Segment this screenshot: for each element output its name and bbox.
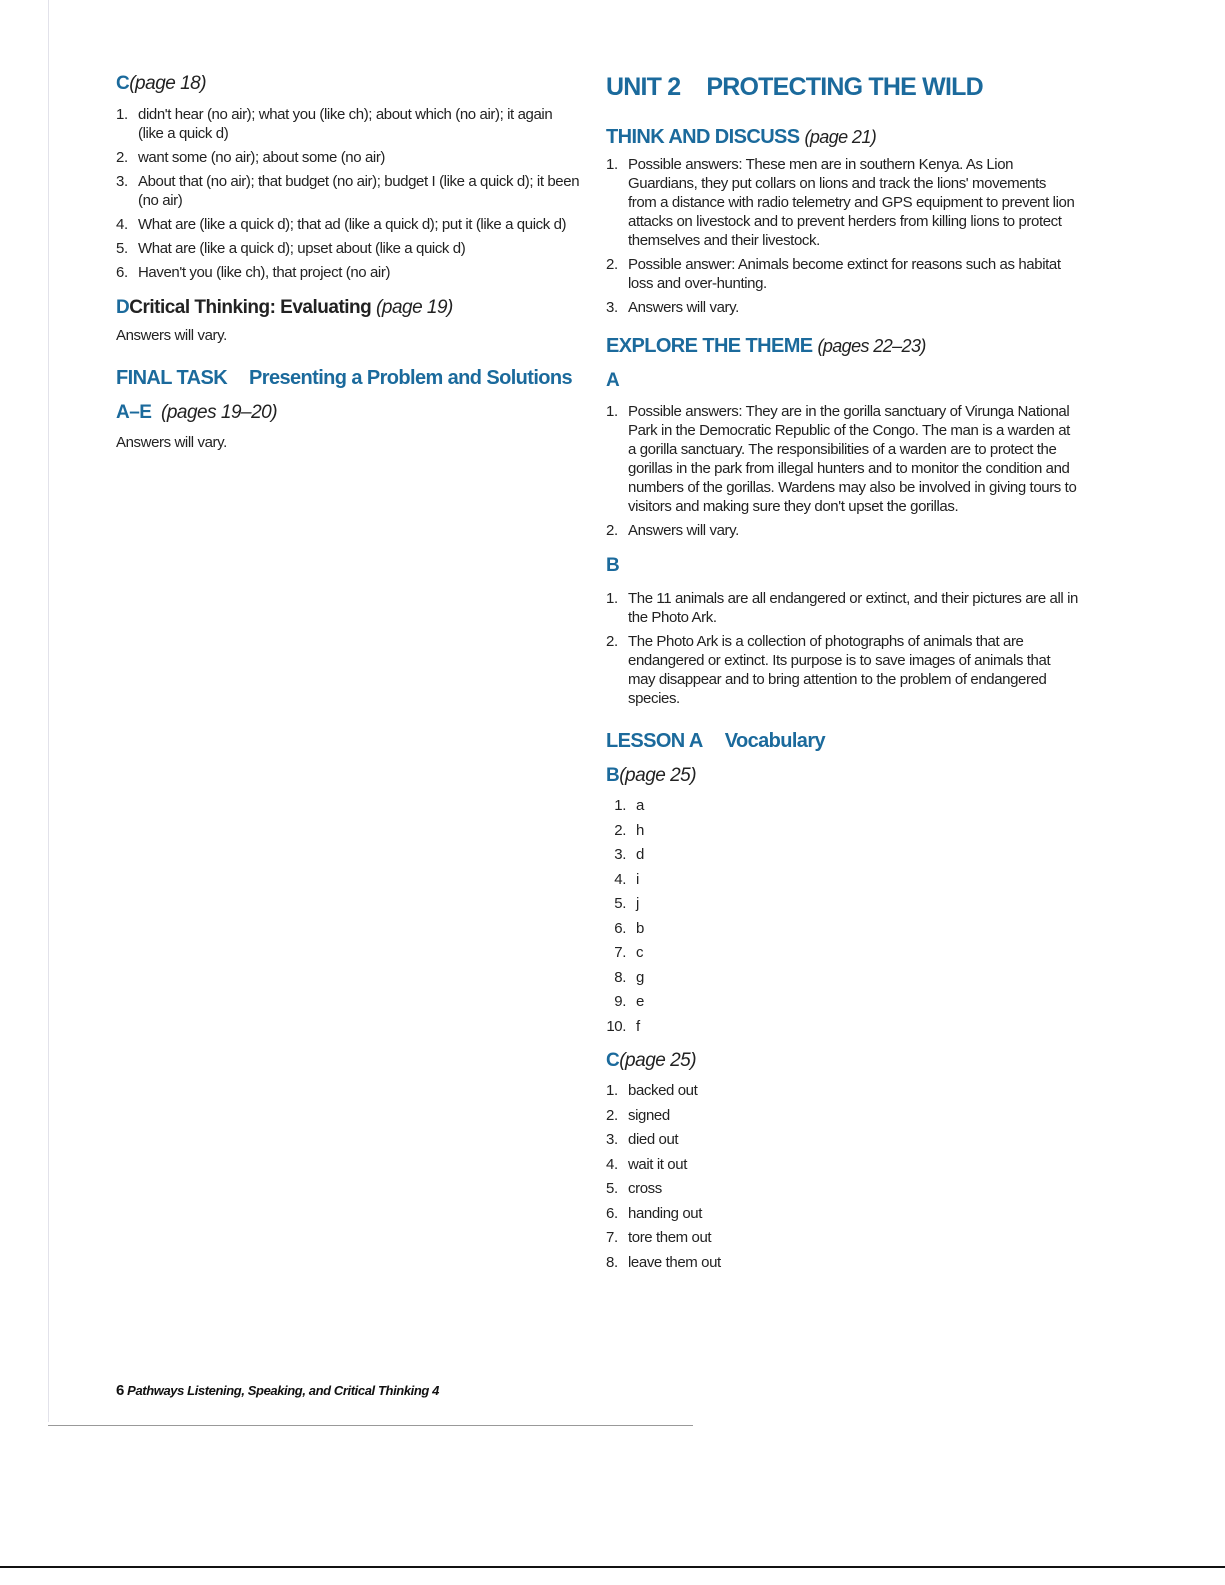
item-number: 9. bbox=[614, 993, 626, 1010]
list-item bbox=[606, 990, 1078, 1015]
section-letter: A bbox=[606, 370, 620, 391]
final-task-label: FINAL TASK bbox=[116, 367, 228, 389]
section-letter: C bbox=[606, 1050, 620, 1071]
item-number: 5. bbox=[116, 240, 128, 257]
item-text: wait it out bbox=[628, 1155, 687, 1173]
item-number: 3. bbox=[614, 846, 626, 863]
unit-number: UNIT 2 bbox=[606, 73, 681, 101]
page-ref: (page 25) bbox=[619, 1050, 697, 1071]
item-number: 4. bbox=[606, 1155, 618, 1173]
unit-heading bbox=[606, 72, 1078, 102]
item-number: 2. bbox=[606, 522, 618, 539]
item-number: 5. bbox=[606, 1180, 618, 1197]
vocab-b-heading bbox=[606, 764, 1078, 788]
viewer-bottom-border bbox=[0, 1566, 1225, 1568]
item-text: d bbox=[636, 846, 644, 863]
page-ref: (page 25) bbox=[619, 765, 697, 786]
lesson-a-heading bbox=[606, 728, 1078, 754]
item-number: 4. bbox=[614, 870, 626, 888]
item-text: Answers will vary. bbox=[628, 299, 739, 316]
item-number: 2. bbox=[606, 1106, 618, 1124]
item-number: 1. bbox=[606, 403, 618, 420]
list-item bbox=[606, 155, 1078, 250]
list-item bbox=[606, 1128, 1078, 1153]
page-ref: (page 21) bbox=[804, 127, 877, 147]
page-ref: (pages 19–20) bbox=[161, 402, 278, 423]
item-text: What are (like a quick d); that ad (like a quick d); put it (like a quick d) bbox=[138, 216, 567, 233]
item-number: 1. bbox=[606, 590, 618, 607]
item-number: 1. bbox=[116, 106, 128, 123]
list-item bbox=[116, 105, 581, 143]
item-text: g bbox=[636, 968, 644, 986]
item-text: backed out bbox=[628, 1082, 698, 1099]
page-bottom-edge bbox=[48, 1425, 693, 1426]
section-d-heading bbox=[116, 296, 581, 320]
list-item bbox=[606, 402, 1078, 516]
item-text: handing out bbox=[628, 1204, 703, 1222]
list-item bbox=[606, 1015, 1078, 1040]
final-task-title: Presenting a Problem and Solutions bbox=[249, 367, 573, 389]
item-number: 8. bbox=[606, 1253, 618, 1271]
item-number: 6. bbox=[614, 919, 626, 937]
item-number: 2. bbox=[116, 149, 128, 166]
list-item bbox=[606, 966, 1078, 991]
item-text: Answers will vary. bbox=[628, 522, 739, 539]
item-number: 8. bbox=[614, 968, 626, 986]
section-letter: C bbox=[116, 73, 130, 94]
list-item bbox=[606, 843, 1078, 868]
list-item bbox=[606, 917, 1078, 942]
page-footer bbox=[116, 1382, 439, 1399]
item-text: signed bbox=[628, 1106, 670, 1124]
answer-text: Answers will vary. bbox=[116, 434, 227, 451]
item-number: 5. bbox=[614, 895, 626, 912]
page-left-edge bbox=[48, 0, 49, 1422]
list-item bbox=[606, 941, 1078, 966]
vocab-b-list bbox=[606, 794, 1078, 1039]
right-column bbox=[606, 72, 1078, 1275]
list-item bbox=[606, 589, 1078, 627]
item-text: c bbox=[636, 944, 644, 961]
section-title: Critical Thinking: Evaluating bbox=[129, 297, 372, 318]
item-text: h bbox=[636, 821, 644, 839]
think-discuss-heading bbox=[606, 124, 1078, 150]
item-text: About that (no air); that budget (no air); budget I (like a quick d); it been (no air) bbox=[138, 173, 580, 209]
item-text: e bbox=[636, 993, 644, 1010]
item-number: 1. bbox=[606, 1082, 618, 1099]
think-discuss-list bbox=[606, 150, 1078, 317]
section-c-list bbox=[116, 100, 581, 282]
item-text: Haven't you (like ch), that project (no air) bbox=[138, 264, 391, 281]
page-ref: (page 18) bbox=[129, 73, 207, 94]
list-item bbox=[606, 1079, 1078, 1104]
section-letter: D bbox=[116, 297, 130, 318]
list-item bbox=[606, 521, 1078, 540]
lesson-label: LESSON A bbox=[606, 730, 703, 752]
list-item bbox=[606, 868, 1078, 893]
item-number: 2. bbox=[606, 633, 618, 650]
item-number: 2. bbox=[606, 256, 618, 273]
list-item bbox=[606, 1251, 1078, 1276]
section-letter: B bbox=[606, 555, 620, 576]
item-number: 6. bbox=[116, 264, 128, 281]
page-ref: (page 19) bbox=[376, 297, 453, 318]
item-number: 3. bbox=[606, 1131, 618, 1148]
explore-theme-heading bbox=[606, 333, 1078, 359]
list-item bbox=[606, 298, 1078, 317]
item-number: 10. bbox=[606, 1017, 626, 1035]
book-title: Pathways Listening, Speaking, and Critical Thinking 4 bbox=[127, 1383, 439, 1398]
page-ref: (pages 22–23) bbox=[817, 336, 926, 356]
item-text: leave them out bbox=[628, 1253, 721, 1271]
section-title: THINK AND DISCUSS bbox=[606, 126, 800, 148]
item-text: What are (like a quick d); upset about (like a quick d) bbox=[138, 240, 466, 257]
page-number: 6 bbox=[116, 1382, 124, 1399]
item-text: a bbox=[636, 797, 644, 814]
list-item bbox=[606, 1226, 1078, 1251]
item-text: Possible answers: These men are in southern Kenya. As Lion Guardians, they put collars on lions and track the lions' movements from a distance with radio telemetry and GPS equipment to prevent lion attacks on livestock and to prevent herders from killing lions to protect themselves and their livestock. bbox=[628, 156, 1075, 249]
item-text: died out bbox=[628, 1131, 679, 1148]
list-item bbox=[116, 215, 581, 234]
unit-name: PROTECTING THE WILD bbox=[706, 73, 983, 101]
item-text: f bbox=[636, 1017, 640, 1035]
list-item bbox=[606, 1153, 1078, 1178]
vocab-c-heading bbox=[606, 1049, 1078, 1073]
list-item bbox=[116, 263, 581, 282]
explore-a-list bbox=[606, 397, 1078, 540]
item-number: 3. bbox=[116, 173, 128, 190]
section-c-heading bbox=[116, 72, 581, 96]
item-text: Possible answer: Animals become extinct for reasons such as habitat loss and over-hunting. bbox=[628, 256, 1061, 292]
item-text: Possible answers: They are in the gorilla sanctuary of Virunga National Park in the Democratic Republic of the Congo. The man is a warden at a gorilla sanctuary. The responsibilities of a warden are to protect the gorillas in the park from illegal hunters and to monitor the condition and numbers of the gorillas. Wardens may also be involved in giving tours to visitors and making sure they don't upset the gorillas. bbox=[628, 403, 1077, 515]
list-item bbox=[606, 1104, 1078, 1129]
item-number: 7. bbox=[614, 944, 626, 961]
list-item bbox=[606, 1177, 1078, 1202]
section-letter: A–E bbox=[116, 402, 152, 423]
vocab-c-list bbox=[606, 1079, 1078, 1275]
item-number: 2. bbox=[614, 821, 626, 839]
item-text: cross bbox=[628, 1180, 662, 1197]
item-text: didn't hear (no air); what you (like ch); about which (no air); it again (like a quick d) bbox=[138, 106, 553, 142]
list-item bbox=[116, 148, 581, 167]
item-number: 4. bbox=[116, 216, 128, 233]
item-text: j bbox=[636, 895, 639, 912]
final-task-heading bbox=[116, 365, 581, 391]
item-number: 1. bbox=[606, 156, 618, 173]
item-number: 3. bbox=[606, 299, 618, 316]
list-item bbox=[606, 1202, 1078, 1227]
item-text: tore them out bbox=[628, 1229, 712, 1246]
item-number: 7. bbox=[606, 1229, 618, 1246]
section-title: EXPLORE THE THEME bbox=[606, 335, 813, 357]
list-item bbox=[116, 172, 581, 210]
item-text: b bbox=[636, 919, 644, 937]
list-item bbox=[606, 255, 1078, 293]
final-task-sub-heading bbox=[116, 401, 581, 425]
list-item bbox=[606, 892, 1078, 917]
item-number: 1. bbox=[614, 797, 626, 814]
lesson-title: Vocabulary bbox=[724, 730, 826, 752]
answer-text: Answers will vary. bbox=[116, 327, 227, 344]
item-text: i bbox=[636, 870, 639, 888]
item-text: The 11 animals are all endangered or extinct, and their pictures are all in the Photo Ark. bbox=[628, 590, 1078, 626]
list-item bbox=[606, 632, 1078, 708]
left-column bbox=[116, 72, 581, 452]
item-text: want some (no air); about some (no air) bbox=[138, 149, 386, 166]
item-number: 6. bbox=[606, 1204, 618, 1222]
list-item bbox=[606, 819, 1078, 844]
item-text: The Photo Ark is a collection of photographs of animals that are endangered or extinct. Its purpose is to save images of animals that may disappear and to bring attention to the problem of endangered species. bbox=[628, 633, 1051, 707]
explore-b-list bbox=[606, 584, 1078, 708]
list-item bbox=[606, 794, 1078, 819]
section-letter: B bbox=[606, 765, 620, 786]
list-item bbox=[116, 239, 581, 258]
